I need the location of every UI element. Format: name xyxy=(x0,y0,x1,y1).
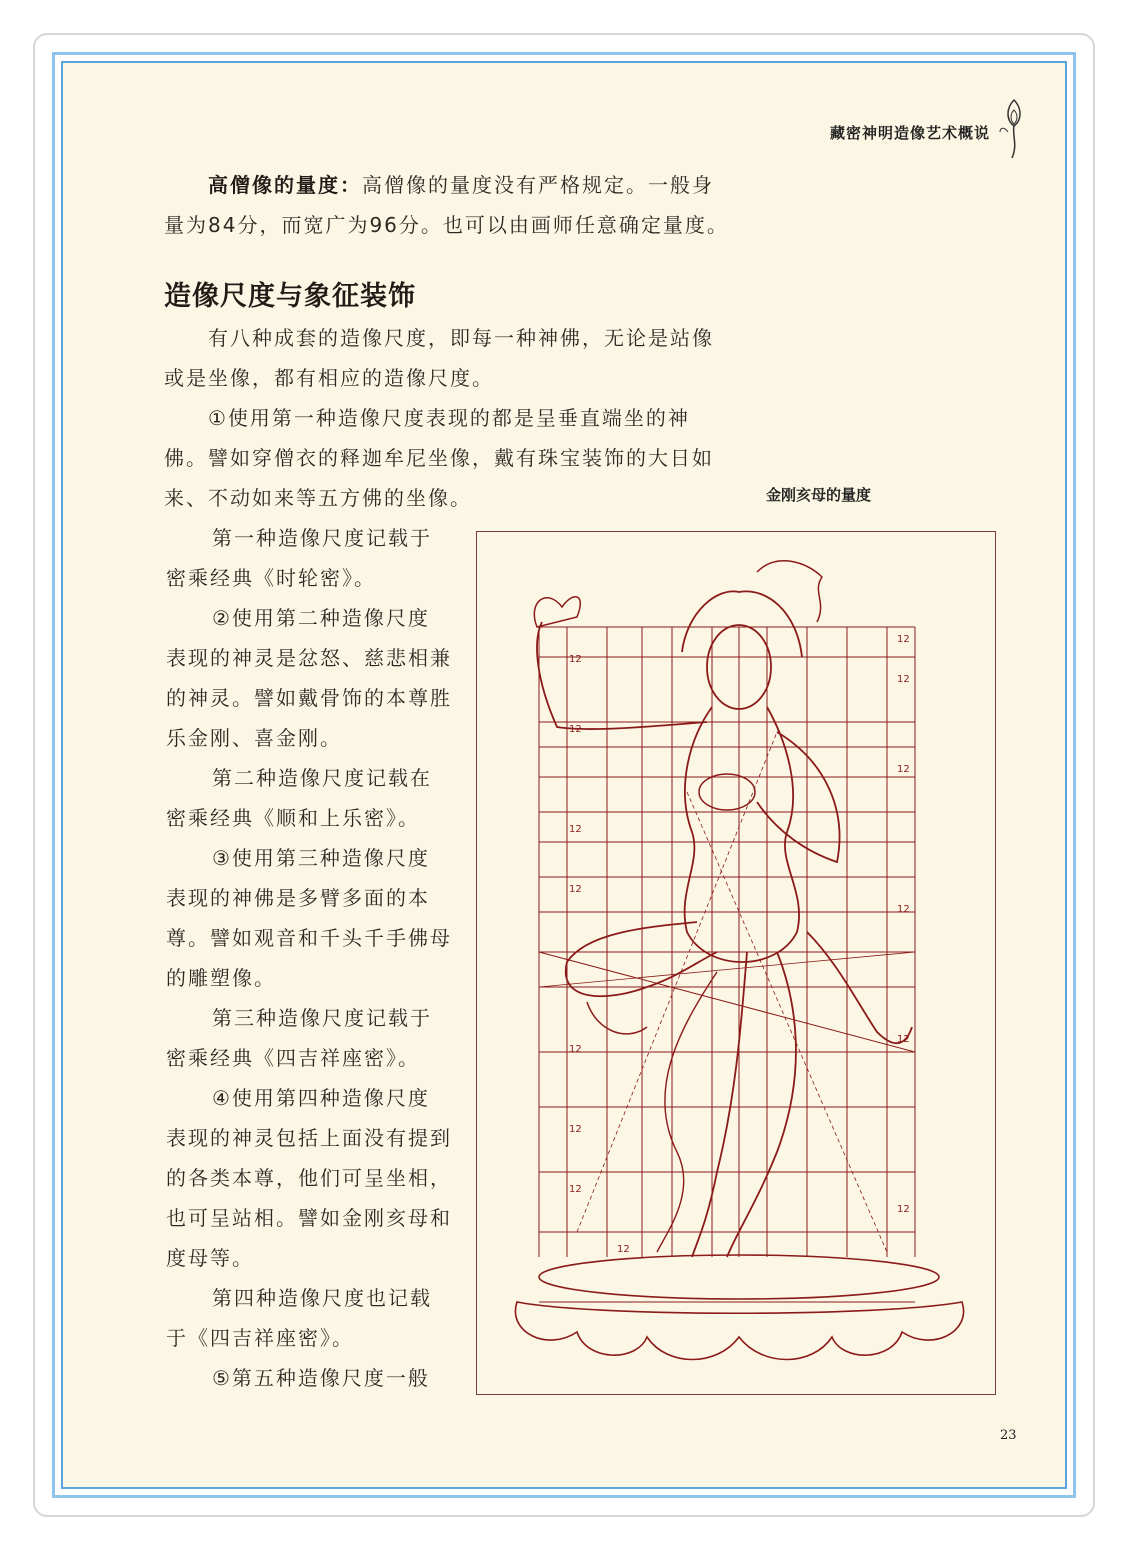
grid-measure-label: 12 xyxy=(569,724,582,735)
grid-measure-label: 12 xyxy=(897,904,910,915)
column-line: ②使用第二种造像尺度 xyxy=(212,606,430,630)
para-line: 有八种成套的造像尺度，即每一种神佛，无论是站像 xyxy=(208,326,714,350)
grid-measure-label: 12 xyxy=(897,674,910,685)
column-line: 表现的神灵是忿怒、慈悲相兼 xyxy=(166,646,452,670)
column-line: 第二种造像尺度记载在 xyxy=(212,766,432,790)
para-line: ①使用第一种造像尺度表现的都是呈垂直端坐的神 xyxy=(208,406,690,430)
grid-measure-label: 12 xyxy=(897,634,910,645)
running-title: 藏密神明造像艺术概说 xyxy=(829,124,990,142)
grid-measure-label: 12 xyxy=(569,884,582,895)
figure-caption: 金刚亥母的量度 xyxy=(766,486,872,504)
figure-raised-arm xyxy=(537,622,707,729)
figure-foot xyxy=(587,1002,647,1034)
column-line: 第一种造像尺度记载于 xyxy=(212,526,432,550)
grid-measure-label: 12 xyxy=(569,1044,582,1055)
left-column-text xyxy=(166,518,456,1398)
section-paragraph xyxy=(164,398,730,518)
column-line: 乐金刚、喜金刚。 xyxy=(166,726,342,750)
column-line: ③使用第三种造像尺度 xyxy=(212,846,430,870)
column-line: 也可呈站相。譬如金刚亥母和 xyxy=(166,1206,452,1230)
column-line: 密乘经典《四吉祥座密》。 xyxy=(166,1046,420,1070)
lotus-base-top xyxy=(539,1255,939,1299)
lotus-base-petals xyxy=(515,1302,963,1360)
page-number: 23 xyxy=(1000,1428,1017,1443)
vajravarahi-grid-drawing xyxy=(477,532,994,1393)
grid-measure-label: 12 xyxy=(569,824,582,835)
column-line: 度母等。 xyxy=(166,1246,254,1270)
column-line: 第三种造像尺度记载于 xyxy=(212,1006,432,1030)
iconometric-figure xyxy=(476,531,996,1395)
column-line: 的各类本尊，他们可呈坐相， xyxy=(166,1166,452,1190)
figure-crown xyxy=(682,591,802,657)
grid-measure-label: 12 xyxy=(569,654,582,665)
grid-measure-label: 12 xyxy=(569,1184,582,1195)
section-paragraph xyxy=(164,318,730,398)
column-line: 的神灵。譬如戴骨饰的本尊胜 xyxy=(166,686,452,710)
para-line: 或是坐像，都有相应的造像尺度。 xyxy=(164,366,494,390)
grid-measure-label: 12 xyxy=(897,1204,910,1215)
column-line: 第四种造像尺度也记载 xyxy=(212,1286,432,1310)
figure-raised-leg xyxy=(566,922,717,996)
figure-standing-leg xyxy=(727,952,796,1257)
column-line: 密乘经典《时轮密》。 xyxy=(166,566,376,590)
figure-extended-leg xyxy=(807,932,912,1043)
grid-diagonal xyxy=(539,952,915,987)
figure-skull-cup xyxy=(699,774,755,810)
para-line: 来、不动如来等五方佛的坐像。 xyxy=(164,486,472,510)
para-line: 佛。譬如穿僧衣的释迦牟尼坐像，戴有珠宝装饰的大日如 xyxy=(164,446,714,470)
intro-line: 高僧像的量度没有严格规定。一般身 xyxy=(362,173,714,197)
figure-hair xyxy=(757,561,822,622)
column-line: 的雕塑像。 xyxy=(166,966,276,990)
grid-measure-label: 12 xyxy=(897,764,910,775)
grid-measure-label: 12 xyxy=(897,1034,910,1045)
grid-measure-label: 12 xyxy=(569,1124,582,1135)
column-line: 于《四吉祥座密》。 xyxy=(166,1326,354,1350)
column-line: 密乘经典《顺和上乐密》。 xyxy=(166,806,420,830)
intro-bold-lead: 高僧像的量度： xyxy=(208,173,362,197)
column-line: 表现的神佛是多臂多面的本 xyxy=(166,886,430,910)
column-line: ⑤第五种造像尺度一般 xyxy=(212,1366,430,1390)
lotus-icon xyxy=(994,96,1034,162)
column-line: 表现的神灵包括上面没有提到 xyxy=(166,1126,452,1150)
intro-line: 量为84分，而宽广为96分。也可以由画师任意确定量度。 xyxy=(164,213,729,237)
intro-paragraph xyxy=(164,165,730,245)
grid-measure-label: 12 xyxy=(617,1244,630,1255)
figure-torso xyxy=(685,707,799,962)
column-line: ④使用第四种造像尺度 xyxy=(212,1086,430,1110)
column-line: 尊。譬如观音和千头千手佛母 xyxy=(166,926,452,950)
section-heading: 造像尺度与象征装饰 xyxy=(164,281,416,312)
